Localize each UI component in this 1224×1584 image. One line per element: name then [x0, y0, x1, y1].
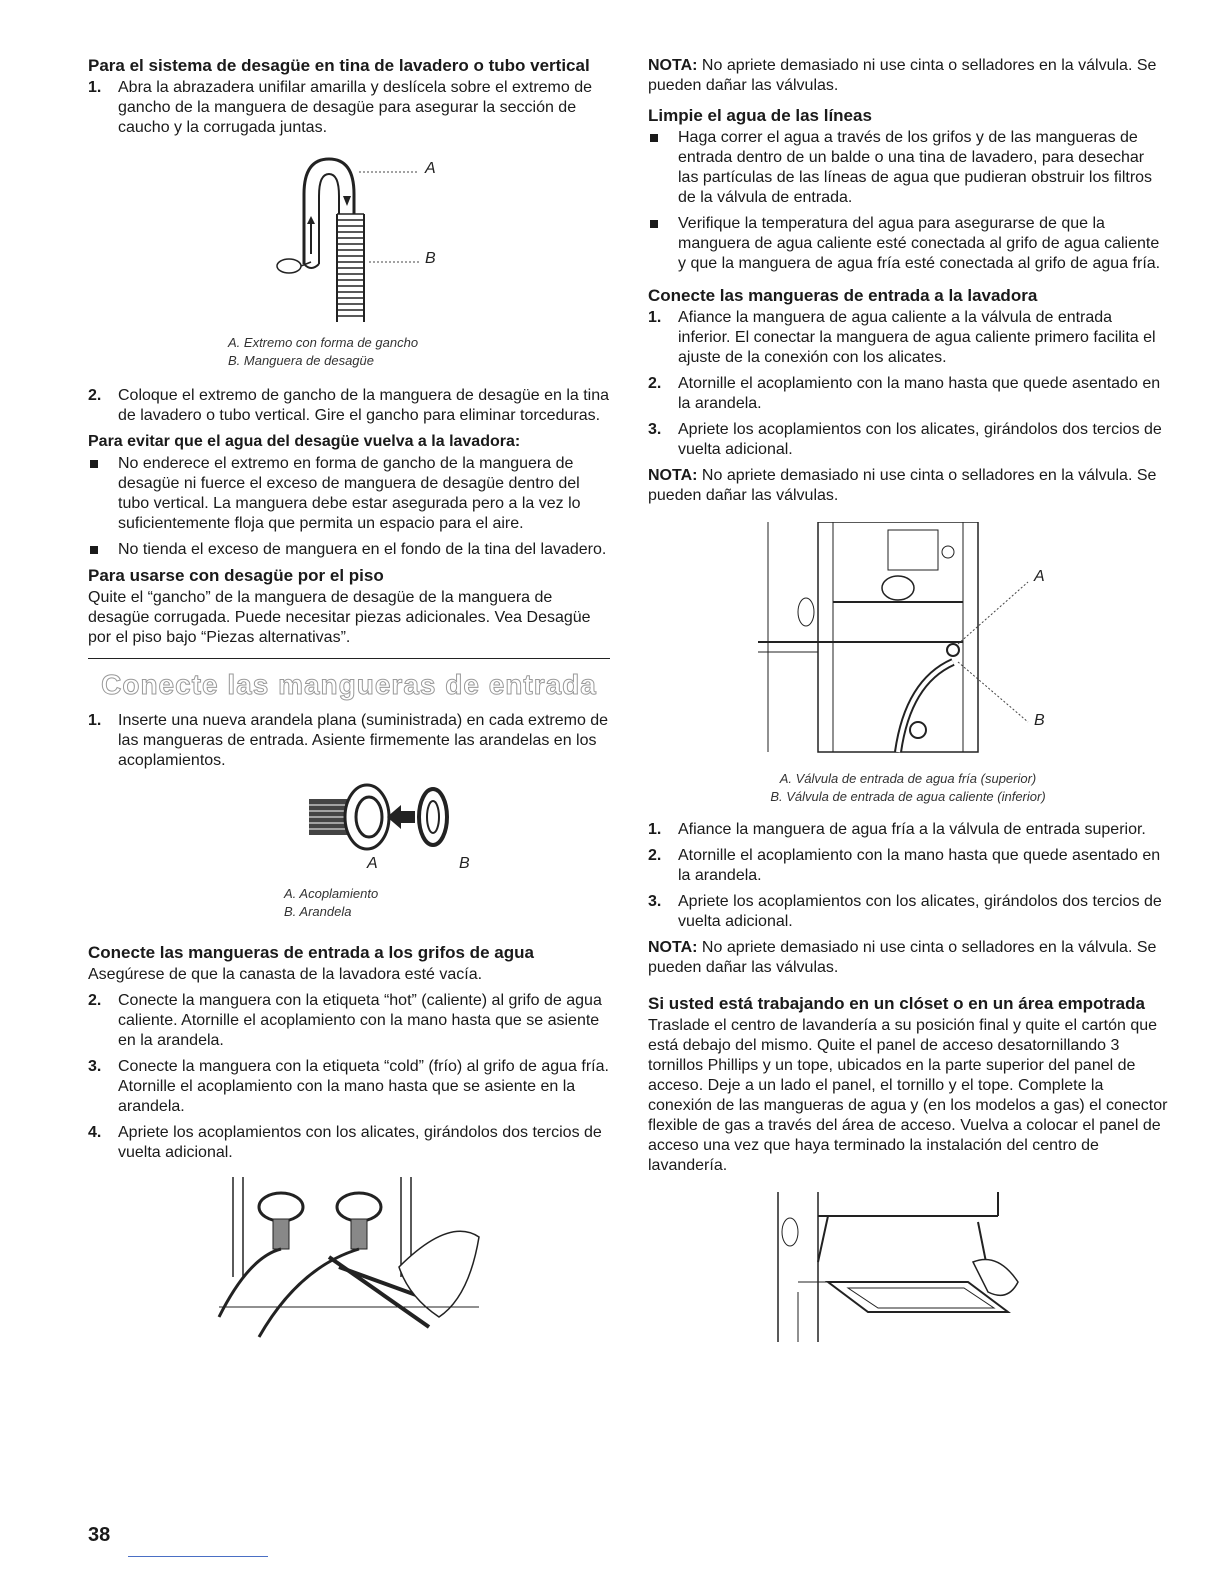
list-item: 1. Abra la abrazadera unifilar amarilla y deslícela sobre el extremo de gancho de la manguera de desagüe para asegurar la sección de caucho y la corrugada juntas.: [88, 79, 593, 136]
list-item: 2. Conecte la manguera con la etiqueta “hot” (caliente) al grifo de agua caliente. Atornille el acoplamiento con la mano hasta que se asiente en la arandela.: [88, 992, 602, 1049]
list-item: 4. Apriete los acoplamientos con los alicates, girándolos dos tercios de vuelta adicional.: [88, 1124, 602, 1161]
right-column: [648, 56, 1168, 1342]
access-panel-figure: [768, 1192, 1048, 1342]
figure-label-b: B: [1034, 712, 1045, 729]
faucet-intro: Asegúrese de que la canasta de la lavadora esté vacía.: [88, 966, 483, 983]
faucet-pliers-figure: [199, 1177, 499, 1357]
list-item: 1. Afiance la manguera de agua caliente a la válvula de entrada inferior. El conectar la manguera de agua caliente primero facilita el ajuste de la conexión con los alicates.: [648, 309, 1156, 366]
drain-standpipe-heading: Para el sistema de desagüe en tina de lavadero o tubo vertical: [88, 56, 590, 75]
list-item: 3. Conecte la manguera con la etiqueta “cold” (frío) al grifo de agua fría. Atornille el acoplamiento con la mano hasta que se asiente en la arandela.: [88, 1058, 609, 1115]
drain-hose-illustration: [219, 144, 479, 334]
note: NOTA: No apriete demasiado ni use cinta o selladores en la válvula. Se pueden dañar las válvulas.: [648, 57, 1157, 94]
floor-drain-heading: Para usarse con desagüe por el piso: [88, 566, 384, 585]
figure-caption: A. Válvula de entrada de agua fría (superior) B. Válvula de entrada de agua caliente (inferior): [770, 771, 1046, 804]
list-item: 3. Apriete los acoplamientos con los alicates, girándolos dos tercios de vuelta adicional.: [648, 421, 1162, 458]
coupling-washer-illustration: [219, 777, 479, 857]
backflow-heading: Para evitar que el agua del desagüe vuelva a la lavadora:: [88, 433, 521, 450]
inlet-valves-figure: [758, 522, 1058, 762]
figure-label-b: B: [459, 855, 470, 872]
bullet-item: Haga correr el agua a través de los grifos y de las mangueras de entrada dentro de un balde o una tina de lavadero, para desechar las partículas de las líneas de agua que pudieran obstruir los filtros de la válvula de entrada.: [648, 128, 1168, 208]
note: NOTA: No apriete demasiado ni use cinta o selladores en la válvula. Se pueden dañar las válvulas.: [648, 939, 1157, 976]
bullet-icon: [90, 460, 98, 468]
coupling-washer-figure: [219, 777, 479, 877]
washer-hoses-heading: Conecte las mangueras de entrada a la lavadora: [648, 286, 1038, 305]
figure-label-b: B: [425, 250, 436, 267]
bullet-item: No enderece el extremo en forma de gancho de la manguera de desagüe ni fuerce el exceso de manguera de desagüe dentro del tubo vertical. La manguera debe estar asegurada pero a la vez lo suficientemente floja que permita un espacio para el aire.: [88, 454, 610, 534]
flush-lines-heading: Limpie el agua de las líneas: [648, 106, 872, 125]
page-number: 38: [88, 1524, 111, 1546]
inlet-valves-illustration: [758, 522, 1058, 762]
closet-text: Traslade el centro de lavandería a su posición final y quite el cartón que está debajo del mismo. Quite el panel de acceso desatornillando 3 tornillos Phillips y un tope, ubicados en la parte superior del panel de acceso. Deje a un lado el panel, el tornillo y el tope. Complete la conexión de las mangueras de agua y (en los modelos a gas) el conector flexible de gas a través del área de acceso. Vuelva a colocar el panel de acceso una vez que haya terminado la instalación del centro de lavandería.: [648, 1017, 1168, 1174]
bullet-icon: [650, 220, 658, 228]
section-divider: [88, 658, 610, 659]
closet-heading: Si usted está trabajando en un clóset o en un área empotrada: [648, 994, 1145, 1013]
floor-drain-text: Quite el “gancho” de la manguera de desagüe de la manguera de desagüe corrugada. Puede necesitar piezas adicionales. Vea Desagüe por el piso bajo “Piezas alternativas”.: [88, 589, 591, 646]
footer-rule: [128, 1556, 268, 1557]
left-column: [88, 56, 610, 1357]
figure-label-a: A: [367, 855, 378, 872]
figure-label-a: A: [1034, 568, 1045, 585]
list-item: 2. Atornille el acoplamiento con la mano hasta que quede asentado en la arandela.: [648, 847, 1161, 884]
bullet-item: Verifique la temperatura del agua para asegurarse de que la manguera de agua caliente esté conectada al grifo de agua caliente y que la manguera de agua fría esté conectada al grifo de agua fría.: [648, 214, 1168, 274]
faucet-pliers-illustration: [199, 1177, 499, 1357]
list-item: 1. Afiance la manguera de agua fría a la válvula de entrada superior.: [648, 821, 1146, 838]
bullet-icon: [650, 134, 658, 142]
list-item: 1. Inserte una nueva arandela plana (suministrada) en cada extremo de las mangueras de entrada. Asiente firmemente las arandelas en los acoplamientos.: [88, 712, 609, 769]
bullet-item: No tienda el exceso de manguera en el fondo de la tina del lavadero.: [88, 540, 610, 560]
list-item: 2. Atornille el acoplamiento con la mano hasta que quede asentado en la arandela.: [648, 375, 1161, 412]
figure-caption: A. Acoplamiento B. Arandela: [284, 886, 379, 919]
drain-hose-figure: [219, 144, 479, 334]
figure-label-a: A: [425, 160, 436, 177]
list-item: 3. Apriete los acoplamientos con los alicates, girándolos dos tercios de vuelta adicional.: [648, 893, 1162, 930]
note: NOTA: No apriete demasiado ni use cinta o selladores en la válvula. Se pueden dañar las válvulas.: [648, 467, 1157, 504]
section-title: Conecte las mangueras de entrada: [101, 669, 597, 700]
access-panel-illustration: [768, 1192, 1048, 1342]
bullet-icon: [90, 546, 98, 554]
figure-caption: A. Extremo con forma de gancho B. Manguera de desagüe: [228, 335, 419, 368]
list-item: 2. Coloque el extremo de gancho de la manguera de desagüe en la tina de lavadero o tubo vertical. Gire el gancho para eliminar torceduras.: [88, 387, 610, 424]
faucet-heading: Conecte las mangueras de entrada a los grifos de agua: [88, 943, 534, 962]
